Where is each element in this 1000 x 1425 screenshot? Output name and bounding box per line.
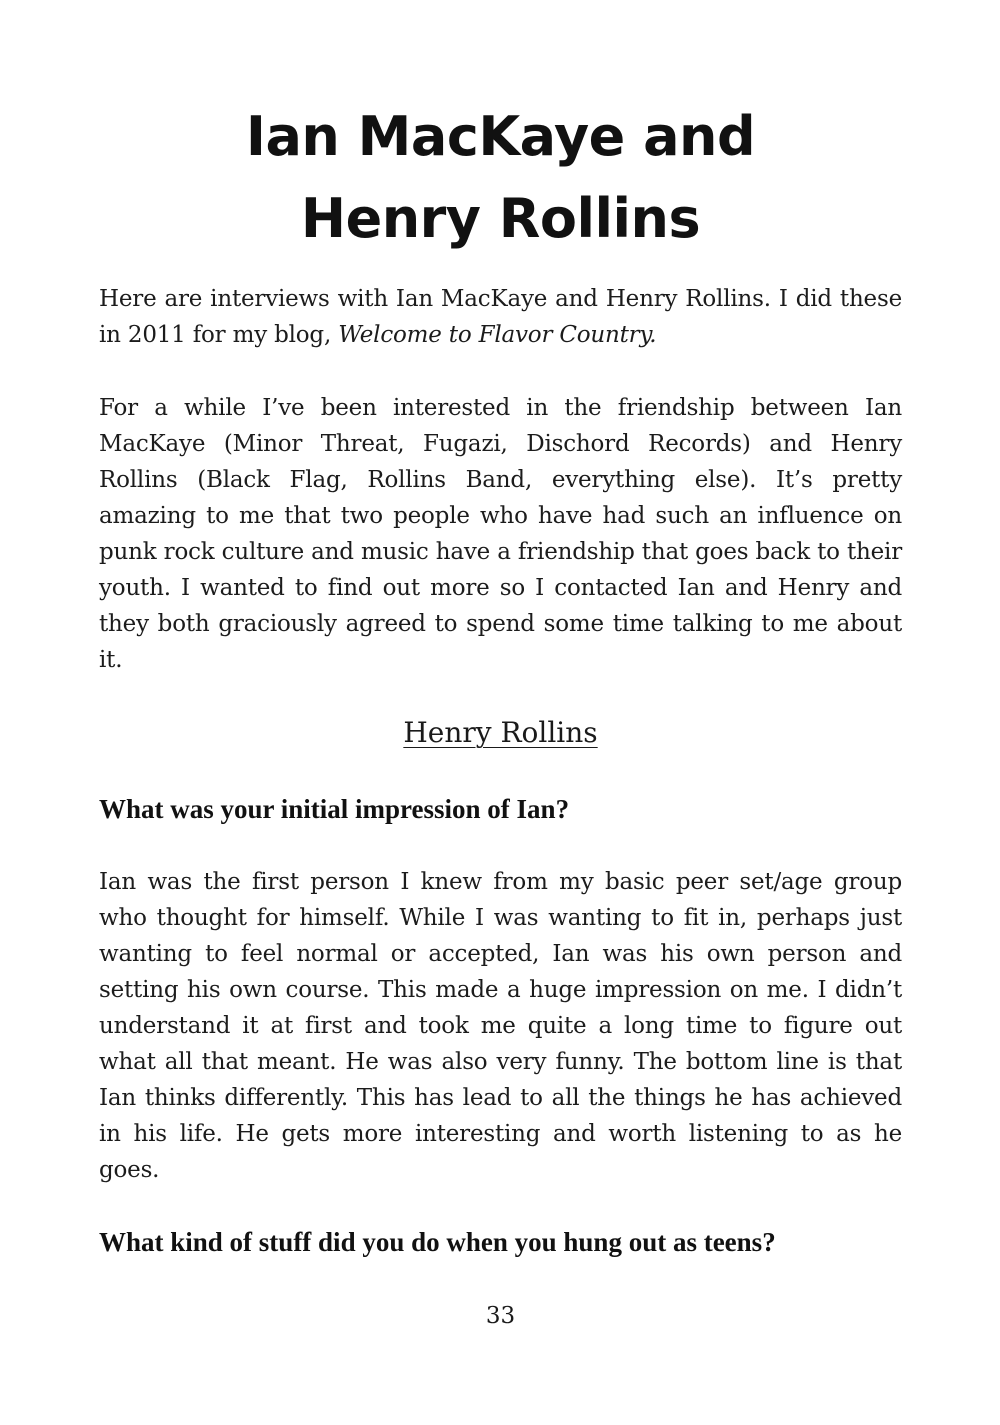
- question-2: What kind of stuff did you do when you hung out as teens?: [99, 1227, 776, 1257]
- page-title: [99, 96, 902, 260]
- section-heading-text: Henry Rollins: [403, 716, 598, 749]
- blog-name: Welcome to Flavor Country.: [338, 322, 657, 348]
- friendship-paragraph: For a while I’ve been interested in the friendship between Ian MacKaye (Minor Threat, Fugazi, Dischord Records) and Henry Rollins (Black Flag, Rollins Band, everything else). It’s pretty amazing to me that two people who have had such an influence on punk rock culture and music have a friendship that goes back to their youth. I wanted to find out more so I contacted Ian and Henry and they both graciously agreed to spend some time talking to me about it.: [99, 395, 902, 673]
- title-line-1: Ian MacKaye and: [245, 105, 756, 168]
- book-page: [99, 0, 902, 1425]
- answer-1: Ian was the first person I knew from my basic peer set/age group who thought for himself. While I was wanting to fit in, perhaps just wanting to feel normal or accepted, Ian was his own person and setting his own course. This made a huge impression on me. I didn’t understand it at first and took me quite a long time to figure out what all that meant. He was also very funny. The bottom line is that Ian thinks differently. This has lead to all the things he has achieved in his life. He gets more interesting and worth listening to as he goes.: [99, 869, 902, 1183]
- intro-paragraph: [99, 281, 902, 353]
- intro-text: Here are interviews with Ian MacKaye and Henry Rollins. I did these in 2011 for my blog,: [99, 286, 902, 348]
- title-line-2: Henry Rollins: [300, 187, 701, 250]
- section-heading: [99, 713, 902, 753]
- page-number: 33: [485, 1303, 516, 1329]
- question-1: What was your initial impression of Ian?: [99, 794, 570, 824]
